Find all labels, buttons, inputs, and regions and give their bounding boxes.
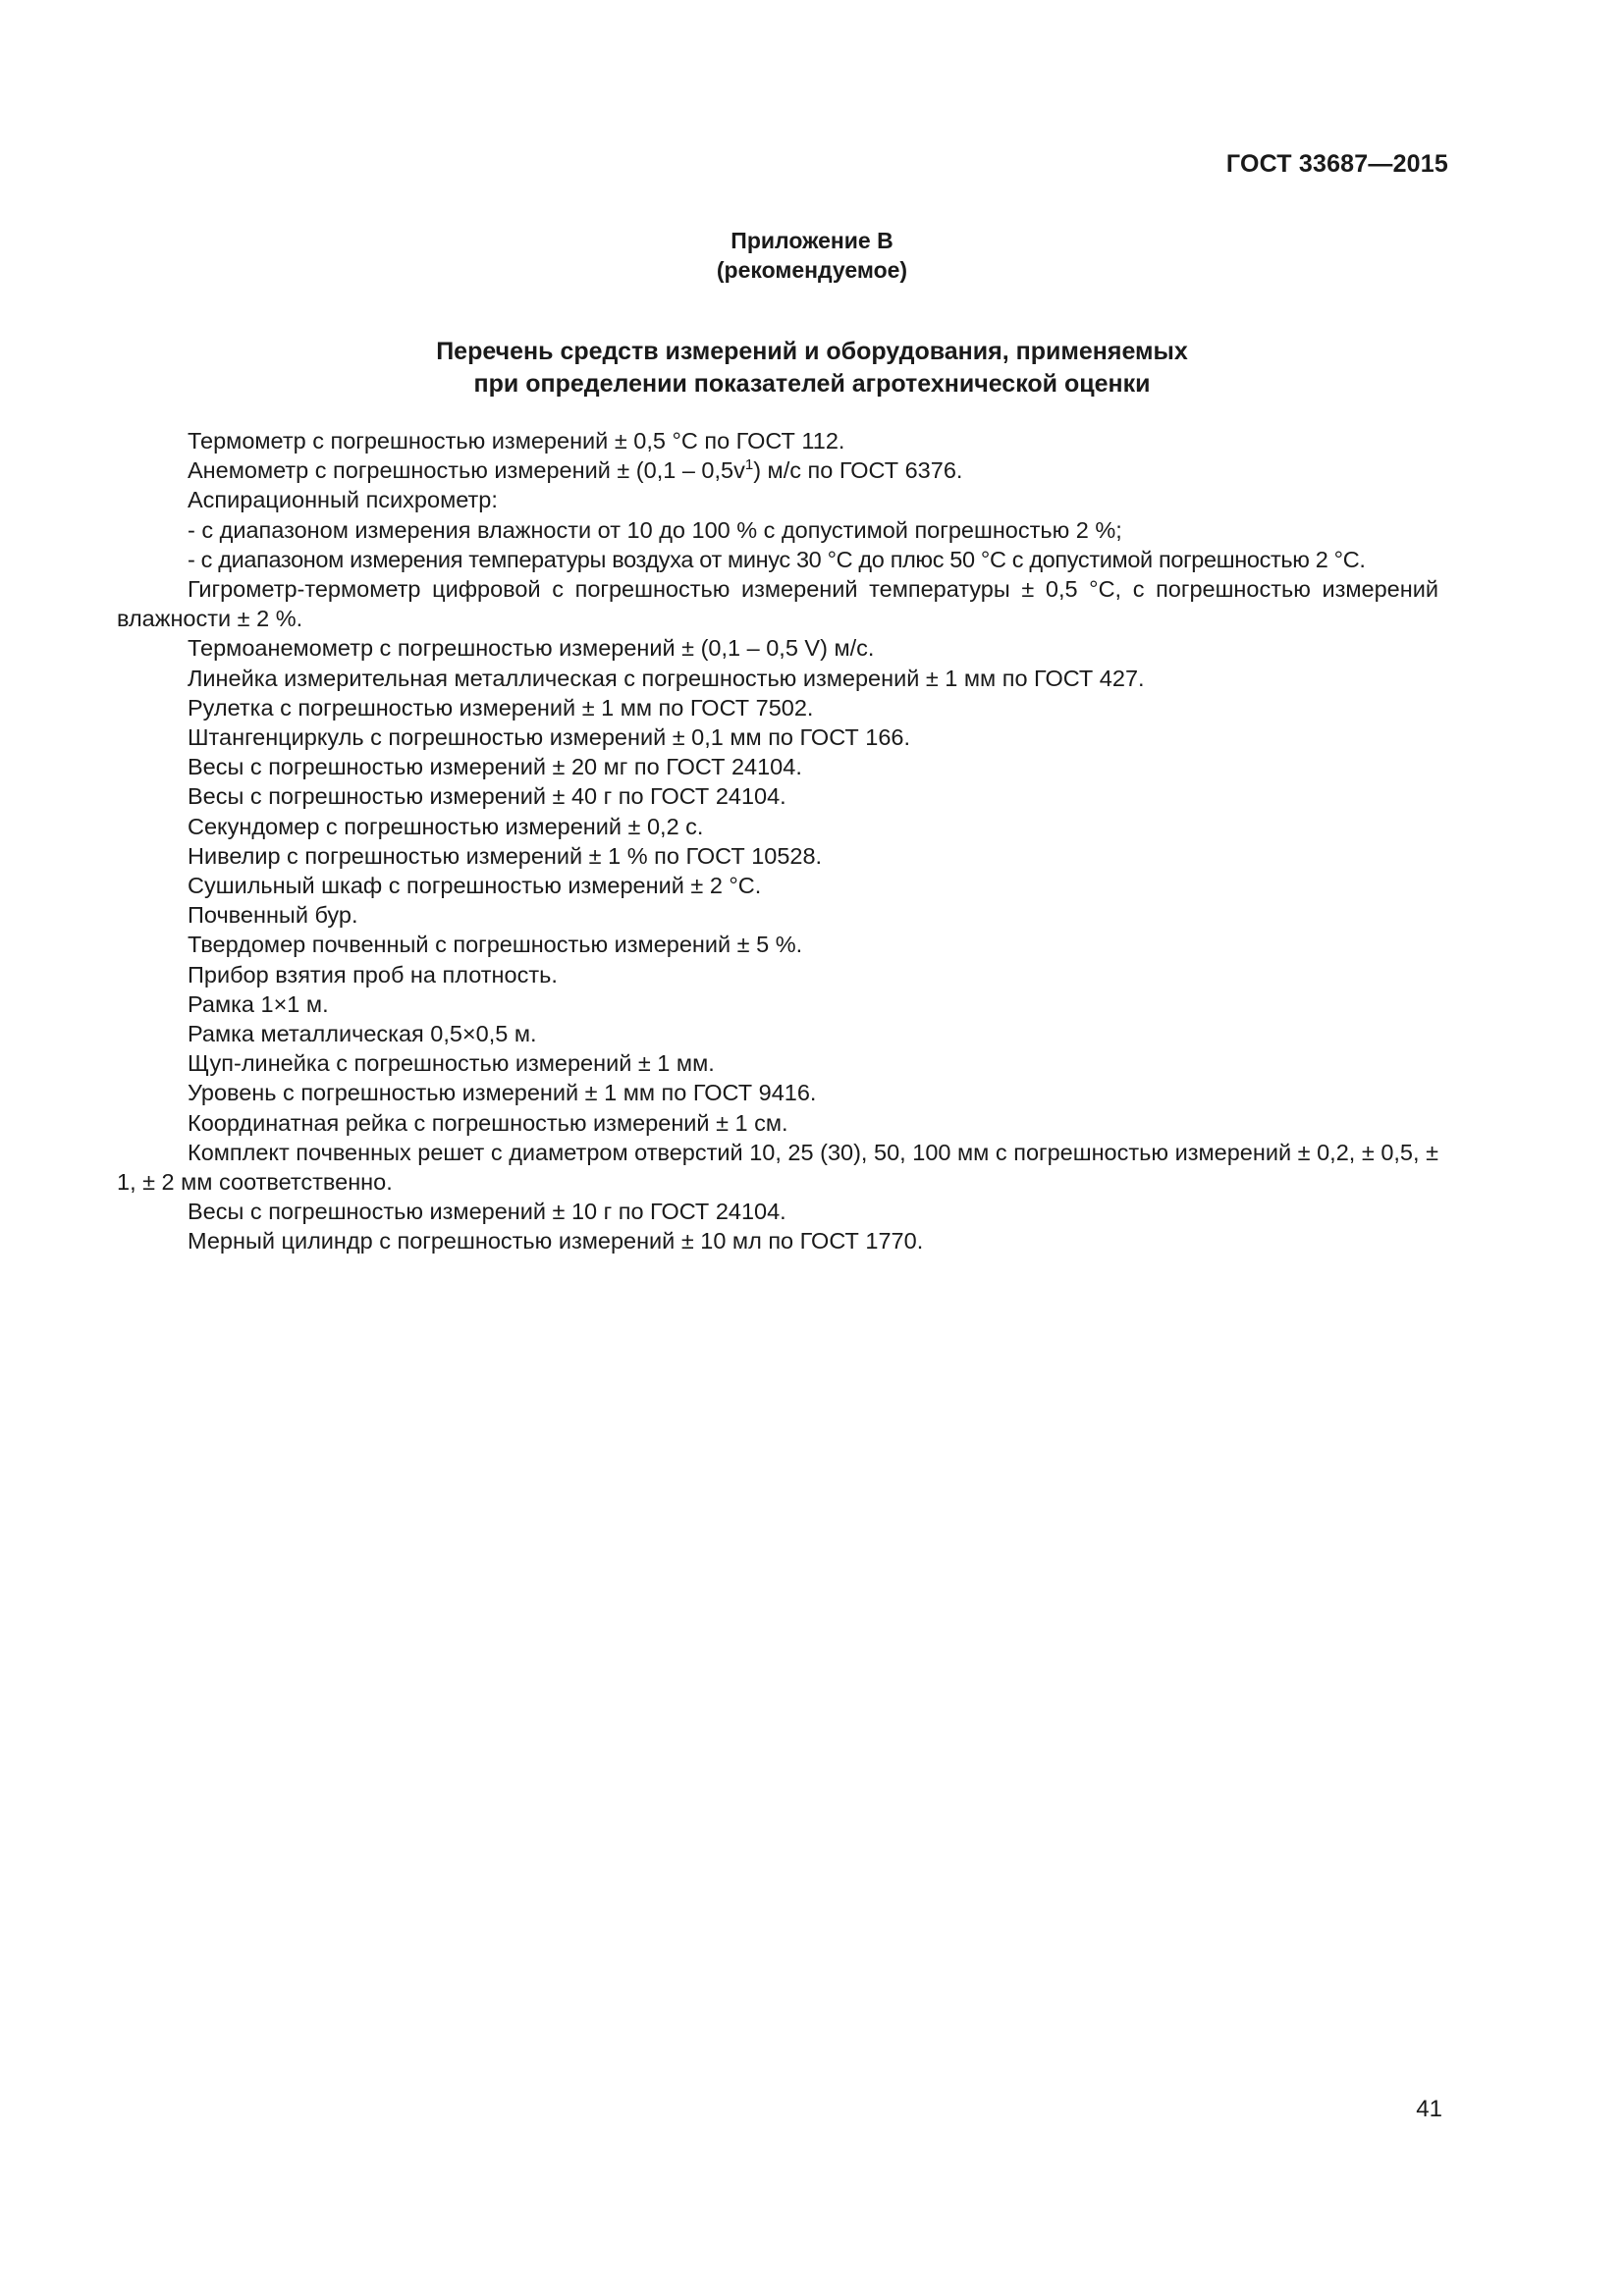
list-item: - с диапазоном измерения температуры воздуха от минус 30 °С до плюс 50 °С с допустимой погрешностью 2 °С.: [188, 546, 1366, 572]
section-heading: [0, 336, 1624, 400]
list-item: Термометр с погрешностью измерений ± 0,5 °С по ГОСТ 112.: [188, 428, 845, 454]
appendix-title: Приложение В: [731, 228, 893, 253]
list-item: Линейка измерительная металлическая с погрешностью измерений ± 1 мм по ГОСТ 427.: [188, 665, 1145, 691]
standard-code: ГОСТ 33687—2015: [1225, 150, 1448, 178]
list-item-text: ) м/с по ГОСТ 6376.: [753, 457, 963, 484]
list-item: Уровень с погрешностью измерений ± 1 мм по ГОСТ 9416.: [188, 1080, 817, 1106]
list-item: Координатная рейка с погрешностью измерений ± 1 см.: [188, 1109, 788, 1136]
list-item: Термоанемометр с погрешностью измерений ± (0,1 – 0,5 V) м/с.: [188, 635, 875, 662]
list-item: Сушильный шкаф с погрешностью измерений ± 2 °С.: [188, 873, 762, 899]
list-item: Рамка металлическая 0,5×0,5 м.: [188, 1021, 537, 1047]
list-item: Прибор взятия проб на плотность.: [188, 961, 558, 988]
list-item: Почвенный бур.: [188, 902, 358, 929]
list-item: Аспирационный психрометр:: [188, 487, 498, 513]
page-number: 41: [1416, 2096, 1442, 2122]
appendix-status: (рекомендуемое): [716, 257, 908, 283]
list-item: Гигрометр-термометр цифровой с погрешностью измерений температуры ± 0,5 °С, с погрешностью измерений влажности ± 2 %.: [117, 576, 1438, 632]
list-item: Весы с погрешностью измерений ± 20 мг по ГОСТ 24104.: [188, 754, 802, 780]
list-item: Щуп-линейка с погрешностью измерений ± 1 мм.: [188, 1050, 715, 1077]
list-item: Мерный цилиндр с погрешностью измерений ± 10 мл по ГОСТ 1770.: [188, 1228, 924, 1255]
list-item: Штангенциркуль с погрешностью измерений ± 0,1 мм по ГОСТ 166.: [188, 724, 911, 751]
list-item: Рулетка с погрешностью измерений ± 1 мм по ГОСТ 7502.: [188, 694, 814, 721]
list-item: [117, 455, 1438, 485]
list-item: Нивелир с погрешностью измерений ± 1 % по ГОСТ 10528.: [188, 842, 823, 869]
section-heading-line-2: при определении показателей агротехнической оценки: [473, 370, 1151, 398]
list-item: Комплект почвенных решет с диаметром отверстий 10, 25 (30), 50, 100 мм с погрешностью измерений ± 0,2, ± 0,5, ± 1, ± 2 мм соответственно.: [117, 1139, 1438, 1196]
list-item: Рамка 1×1 м.: [188, 990, 329, 1017]
list-item-text: Анемометр с погрешностью измерений ± (0,1 – 0,5v: [188, 457, 745, 484]
list-item: Весы с погрешностью измерений ± 40 г по ГОСТ 24104.: [188, 783, 786, 810]
list-item: Весы с погрешностью измерений ± 10 г по ГОСТ 24104.: [188, 1199, 786, 1225]
footnote-superscript: 1: [744, 456, 754, 474]
list-item: Секундомер с погрешностью измерений ± 0,2 с.: [188, 813, 704, 839]
list-item: Твердомер почвенный с погрешностью измерений ± 5 %.: [188, 932, 803, 958]
list-item: - с диапазоном измерения влажности от 10 до 100 % с допустимой погрешностью 2 %;: [188, 516, 1122, 543]
equipment-list: [117, 426, 1438, 1256]
section-heading-line-1: Перечень средств измерений и оборудования, применяемых: [436, 338, 1188, 365]
